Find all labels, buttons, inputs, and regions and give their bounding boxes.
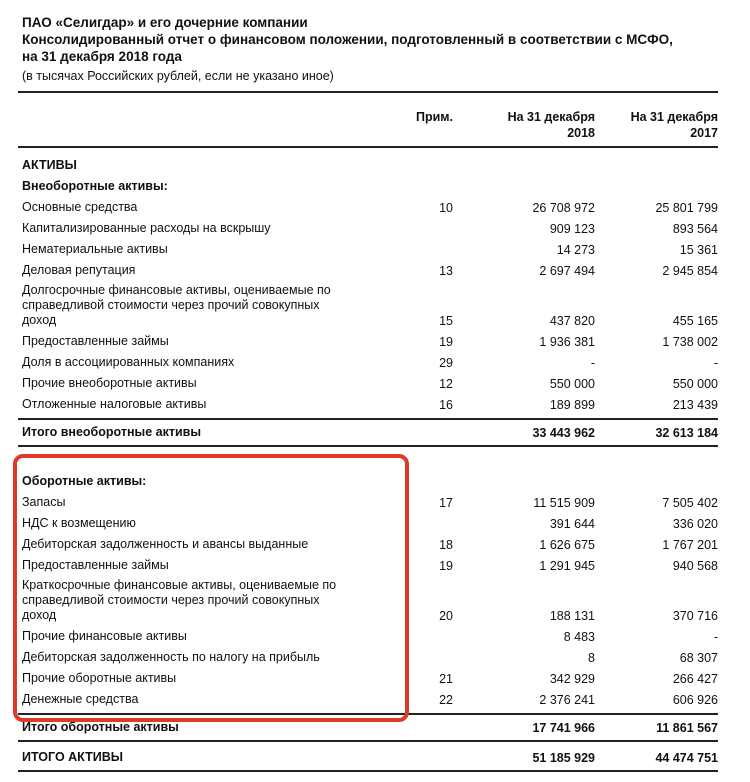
row-value-2017: 11 861 567 — [656, 721, 718, 735]
row-value-2017: 893 564 — [672, 222, 718, 236]
table-row — [18, 394, 718, 415]
statement-title-line2: на 31 декабря 2018 года — [22, 49, 182, 64]
row-value-2018: 909 123 — [549, 222, 595, 236]
table-row — [18, 534, 718, 555]
row-note: 12 — [439, 377, 453, 391]
table-row-total-assets — [18, 745, 718, 772]
row-label: Предоставленные займы — [22, 334, 169, 348]
table-row — [18, 668, 718, 689]
table-body — [18, 155, 718, 772]
row-label: Прочие финансовые активы — [22, 629, 187, 643]
row-value-2017: 2 945 854 — [662, 264, 718, 278]
table-row — [18, 283, 718, 331]
table-row — [18, 578, 718, 626]
row-value-2017: 15 361 — [679, 243, 718, 257]
row-value-2018: 8 — [588, 651, 595, 665]
units-note: (в тысячах Российских рублей, если не указано иное) — [22, 69, 334, 83]
row-label: Предоставленные займы — [22, 558, 169, 572]
row-label: Дебиторская задолженность по налогу на прибыль — [22, 650, 320, 664]
row-label: Итого внеоборотные активы — [22, 425, 202, 439]
row-label: Прочие внеоборотные активы — [22, 376, 197, 390]
table-row-current-assets-header — [18, 471, 718, 492]
row-note: 18 — [439, 538, 453, 552]
row-label: Отложенные налоговые активы — [22, 397, 207, 411]
row-value-2018: 189 899 — [549, 398, 595, 412]
row-value-2018: 342 929 — [549, 672, 595, 686]
row-value-2018: 17 741 966 — [532, 721, 595, 735]
row-label: Нематериальные активы — [22, 242, 168, 256]
row-value-2017: 25 801 799 — [655, 201, 718, 215]
row-value-2018: - — [590, 356, 595, 370]
table-row — [18, 373, 718, 394]
table-row — [18, 260, 718, 281]
row-value-2017: 1 738 002 — [662, 335, 718, 349]
row-label: Прочие оборотные активы — [22, 671, 177, 685]
row-value-2018: 437 820 — [549, 314, 595, 328]
row-note: 21 — [439, 672, 453, 686]
table-row — [18, 218, 718, 239]
company-name: ПАО «Селигдар» и его дочерние компании — [22, 15, 308, 30]
row-value-2018: 550 000 — [549, 377, 595, 391]
table-row — [18, 197, 718, 218]
row-label: ИТОГО АКТИВЫ — [22, 750, 124, 764]
row-note: 19 — [439, 559, 453, 573]
table-header — [18, 97, 718, 148]
row-value-2017: 32 613 184 — [655, 426, 718, 440]
row-label: Капитализированные расходы на вскрышу — [22, 221, 271, 235]
row-note: 20 — [439, 609, 453, 623]
table-row — [18, 555, 718, 576]
row-value-2017: 370 716 — [672, 609, 718, 623]
row-value-2018: 14 273 — [556, 243, 595, 257]
row-label: Денежные средства — [22, 692, 139, 706]
row-note: 10 — [439, 201, 453, 215]
row-label: Оборотные активы: — [22, 474, 147, 488]
row-value-2017: 213 439 — [672, 398, 718, 412]
row-note: 22 — [439, 693, 453, 707]
table-row — [18, 626, 718, 647]
row-label: Дебиторская задолженность и авансы выданные — [22, 537, 309, 551]
table-row-total-noncurrent — [18, 418, 718, 447]
table-row — [18, 352, 718, 373]
row-label: НДС к возмещению — [22, 516, 136, 530]
row-value-2017: - — [713, 356, 718, 370]
current-assets-section — [18, 463, 718, 710]
row-note: 17 — [439, 496, 453, 510]
row-value-2017: 1 767 201 — [662, 538, 718, 552]
table-row — [18, 689, 718, 710]
row-value-2018: 26 708 972 — [532, 201, 595, 215]
column-header-2017-line1: На 31 декабря — [630, 110, 718, 124]
row-value-2018: 8 483 — [563, 630, 595, 644]
row-value-2018: 188 131 — [549, 609, 595, 623]
row-value-2017: 606 926 — [672, 693, 718, 707]
table-row-noncurrent-assets-header — [18, 176, 718, 197]
row-label: Краткосрочные финансовые активы, оцениваемые по справедливой стоимости через прочий совокупных доход — [22, 578, 337, 622]
table-row-assets-header — [18, 155, 718, 176]
column-header-2017-line2: 2017 — [690, 126, 718, 140]
row-value-2017: 455 165 — [672, 314, 718, 328]
row-value-2018: 391 644 — [549, 517, 595, 531]
header-divider — [18, 91, 718, 93]
row-value-2017: 68 307 — [679, 651, 718, 665]
row-note: 19 — [439, 335, 453, 349]
row-value-2017: 336 020 — [672, 517, 718, 531]
row-value-2018: 2 376 241 — [539, 693, 595, 707]
row-note: 15 — [439, 314, 453, 328]
row-note: 13 — [439, 264, 453, 278]
row-value-2018: 11 515 909 — [533, 496, 595, 510]
table-row — [18, 239, 718, 260]
table-row-total-current — [18, 713, 718, 742]
row-value-2018: 33 443 962 — [532, 426, 595, 440]
row-value-2017: 266 427 — [672, 672, 718, 686]
row-value-2017: 550 000 — [672, 377, 718, 391]
column-header-2018-line2: 2018 — [567, 126, 595, 140]
row-value-2018: 1 936 381 — [539, 335, 595, 349]
row-note: 29 — [439, 356, 453, 370]
row-label: Запасы — [22, 495, 66, 509]
column-header-2017 — [595, 109, 718, 141]
row-value-2017: 7 505 402 — [662, 496, 718, 510]
table-row — [18, 513, 718, 534]
row-label: Итого оборотные активы — [22, 720, 179, 734]
table-row — [18, 331, 718, 352]
row-value-2017: - — [713, 630, 718, 644]
row-value-2018: 1 291 945 — [539, 559, 595, 573]
column-header-2018 — [453, 109, 595, 141]
row-note: 16 — [439, 398, 453, 412]
row-label: АКТИВЫ — [22, 158, 77, 172]
row-label: Долгосрочные финансовые активы, оцениваемые по справедливой стоимости через прочий совокупных доход — [22, 283, 331, 327]
row-label: Деловая репутация — [22, 263, 136, 277]
column-header-note: Прим. — [415, 110, 453, 124]
table-row — [18, 492, 718, 513]
row-value-2017: 44 474 751 — [655, 751, 718, 765]
statement-title-line1: Консолидированный отчет о финансовом положении, подготовленный в соответствии с МСФО, — [22, 32, 673, 47]
column-header-2018-line1: На 31 декабря — [507, 110, 595, 124]
row-value-2018: 1 626 675 — [539, 538, 595, 552]
row-value-2017: 940 568 — [672, 559, 718, 573]
row-label: Доля в ассоциированных компаниях — [22, 355, 235, 369]
row-label: Основные средства — [22, 200, 138, 214]
row-label: Внеоборотные активы: — [22, 179, 168, 193]
row-value-2018: 51 185 929 — [532, 751, 595, 765]
document-header — [18, 14, 718, 84]
table-row — [18, 647, 718, 668]
row-value-2018: 2 697 494 — [539, 264, 595, 278]
